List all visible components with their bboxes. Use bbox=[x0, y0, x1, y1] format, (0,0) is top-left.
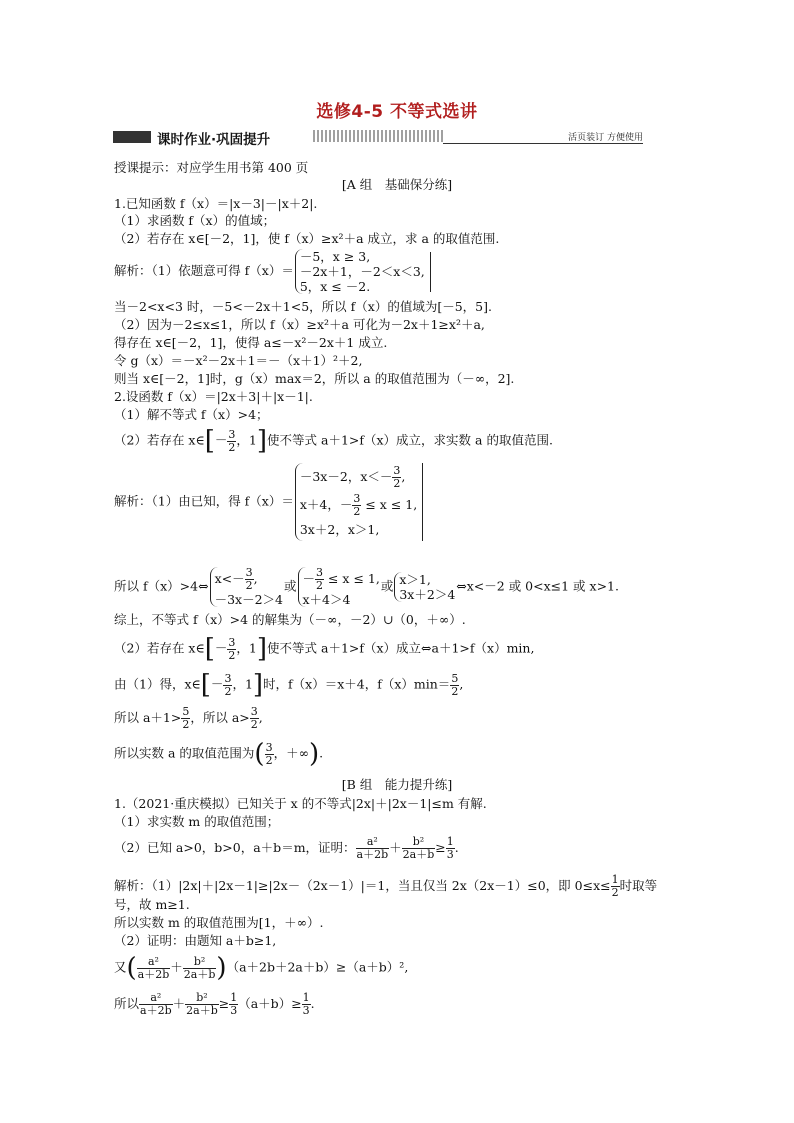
p3-question: 1.（2021·重庆模拟）已知关于 x 的不等式|2x|＋|2x－1|≤m 有解. bbox=[114, 796, 487, 811]
system-a bbox=[210, 567, 283, 607]
p2-l6-a: 所以实数 a 的取值范围为 bbox=[114, 745, 255, 761]
p2-line-6: 所以实数 a 的取值范围为( $\frac{3}{2}$ ，＋∞). bbox=[114, 739, 324, 769]
interval-open: ( bbox=[254, 739, 265, 769]
sys-b-1-text: － bbox=[302, 571, 316, 586]
p2-line-5: 所以 a＋1> $\frac{5}{2}$ ，所以 a> $\frac{3}{2}$ , bbox=[114, 705, 263, 731]
banner-text: 课时作业·巩固提升 bbox=[157, 132, 271, 148]
fraction bbox=[265, 742, 274, 767]
p2-cases bbox=[295, 463, 417, 541]
p1-q2: （2）若存在 x∈[－2，1]，使 f（x）≥x²＋a 成立，求 a 的取值范围. bbox=[114, 231, 500, 246]
p3-line-4: （2）证明：由题知 a＋b≥1, bbox=[114, 933, 277, 948]
banner-rule bbox=[443, 143, 643, 144]
sys-a-1: x<－ $\frac{3}{2}$ , bbox=[214, 566, 258, 592]
p3-l1-end: 时取等 bbox=[619, 878, 658, 893]
frac-num: b² bbox=[185, 992, 219, 1005]
p3-line-3: 所以实数 m 的取值范围为[1，＋∞）. bbox=[114, 915, 324, 930]
frac-num: b² bbox=[183, 956, 217, 969]
frac-num: 3 bbox=[245, 566, 253, 579]
fraction bbox=[139, 992, 173, 1017]
p1-q1: （1）求函数 f（x）的值域； bbox=[114, 213, 276, 228]
p1-line-2: （2）因为－2≤x≤1，所以 f（x）≥x²＋a 可化为－2x＋1≥x²＋a, bbox=[114, 317, 485, 332]
frac-den: 2 bbox=[316, 579, 324, 592]
p1-line-4: 令 g（x）＝－x²－2x＋1＝－（x＋1）²＋2, bbox=[114, 353, 363, 368]
paren-close: ) bbox=[216, 953, 227, 983]
fraction bbox=[185, 992, 219, 1017]
fraction bbox=[137, 956, 171, 981]
frac-den: 3 bbox=[302, 1004, 310, 1017]
fraction bbox=[302, 992, 311, 1017]
frac-num: a² bbox=[139, 992, 173, 1005]
sys-b-1: － $\frac{3}{2}$ ≤ x ≤ 1, bbox=[302, 566, 380, 592]
frac-den: a＋2b bbox=[137, 967, 170, 981]
p2-q2: （2）若存在 x∈[－ $\frac{3}{2}$ ，1]使不等式 a＋1>f（x）成立，求实数 a 的取值范围. bbox=[114, 426, 553, 456]
group-a-label: [A 组 基础保分练] bbox=[341, 177, 453, 192]
page-title: 选修4-5 不等式选讲 bbox=[316, 102, 478, 122]
fraction bbox=[227, 429, 236, 454]
fraction bbox=[450, 673, 459, 698]
frac-den: 2a＋b bbox=[186, 1004, 218, 1017]
fraction bbox=[392, 465, 401, 490]
p3-line-2: 号，故 m≥1. bbox=[114, 897, 190, 912]
frac-num: 1 bbox=[302, 991, 310, 1004]
p3-l6-b: ≥ bbox=[218, 996, 230, 1011]
p1-solution bbox=[114, 249, 431, 294]
frac-den: a＋2b bbox=[356, 848, 389, 861]
paren-open: ( bbox=[126, 953, 137, 983]
frac-den: 2 bbox=[228, 648, 236, 662]
p2-case-1-text: －3x－2，x＜－ bbox=[299, 469, 393, 484]
frac-num: 3 bbox=[228, 635, 236, 649]
p2-case-2: x＋4，－ $\frac{3}{2}$ ≤ x ≤ 1, bbox=[299, 492, 418, 518]
frac-num: 5 bbox=[451, 671, 459, 685]
sys-b-2: x＋4＞4 bbox=[302, 592, 351, 607]
frac-den: 3 bbox=[230, 1004, 238, 1017]
p1-case-1: －5，x ≥ 3, bbox=[299, 249, 371, 264]
interval-open: [ bbox=[204, 634, 215, 664]
p3-q2: （2）已知 a>0，b>0，a＋b＝m，证明： $\frac{\text{a²}}{a+2b}$ ＋ $\frac{\text{b²}}{2a+b}$ ≥ $\frac{1}{3}$ . bbox=[114, 835, 459, 861]
interval-close: ] bbox=[252, 670, 264, 700]
p3-l6-c: （a＋b）≥ bbox=[238, 996, 302, 1011]
p2-l3-a: （2）若存在 x∈ bbox=[114, 640, 205, 656]
frac-den: 2 bbox=[228, 440, 236, 454]
fraction bbox=[227, 637, 236, 662]
frac-den: 2 bbox=[451, 684, 459, 698]
fraction bbox=[223, 673, 232, 698]
p2-l1-a: 所以 f（x）>4⇔ bbox=[114, 578, 209, 594]
frac-num: 3 bbox=[353, 492, 361, 505]
sys-c-2: 3x＋2＞4 bbox=[399, 587, 456, 602]
p2-q2-b: 使不等式 a＋1>f（x）成立，求实数 a 的取值范围. bbox=[267, 432, 553, 448]
fraction bbox=[352, 493, 361, 518]
p3-line-5: 又( $\frac{\text{a²}}{a+2b}$ ＋ $\frac{\text{b²}}{2a+b}$ )（a＋2b＋2a＋b）≥（a＋b）², bbox=[114, 953, 409, 983]
p2-case-3: 3x＋2，x＞1, bbox=[299, 522, 380, 537]
p1-line-3: 得存在 x∈[－2，1]，使得 a≤－x²－2x＋1 成立. bbox=[114, 335, 388, 350]
frac-den: 2 bbox=[353, 505, 361, 518]
frac-num: 3 bbox=[224, 671, 232, 685]
frac-den: 2a＋b bbox=[402, 848, 435, 861]
frac-den: 2 bbox=[265, 753, 273, 767]
p3-q1: （1）求实数 m 的取值范围； bbox=[114, 814, 280, 829]
section-banner bbox=[113, 128, 643, 146]
p1-case-2: －2x＋1，－2＜x＜3, bbox=[299, 264, 425, 279]
frac-num: 3 bbox=[265, 740, 273, 754]
frac-den: 2 bbox=[245, 579, 253, 592]
frac-num: a² bbox=[137, 956, 171, 969]
p2-line-3: （2）若存在 x∈[－ $\frac{3}{2}$ ，1]使不等式 a＋1>f（x）成立⇔a＋1>f（x）min, bbox=[114, 634, 535, 664]
fraction bbox=[183, 956, 217, 981]
frac-num: 1 bbox=[611, 873, 619, 886]
p3-l5-b: （a＋2b＋2a＋b）≥（a＋b）², bbox=[226, 959, 409, 975]
p2-case-2-text: x＋4，－ bbox=[299, 497, 353, 512]
sys-a-1-text: x<－ bbox=[214, 571, 245, 586]
frac-num: 3 bbox=[228, 427, 236, 441]
frac-num: b² bbox=[402, 836, 436, 849]
frac-num: 5 bbox=[182, 705, 190, 718]
fraction bbox=[250, 706, 259, 731]
interval-open: [ bbox=[204, 426, 215, 456]
p2-line-2: 综上，不等式 f（x）>4 的解集为（－∞，－2）∪（0，＋∞）. bbox=[114, 612, 466, 627]
p3-line-6: 所以 $\frac{\text{a²}}{a+2b}$ ＋ $\frac{\text{b²}}{2a+b}$ ≥ $\frac{1}{3}$ （a＋b）≥ $\frac{1}{3}$ . bbox=[114, 991, 315, 1017]
p2-l5-a: 所以 a＋1> bbox=[114, 710, 182, 725]
sys-a-2: －3x－2＞4 bbox=[214, 592, 283, 607]
interval-close: ] bbox=[256, 634, 268, 664]
or-2: 或 bbox=[380, 578, 394, 594]
p2-question: 2.设函数 f（x）＝|2x＋3|＋|x－1|. bbox=[114, 389, 313, 404]
group-b-label: [B 组 能力提升练] bbox=[341, 777, 453, 792]
p1-cases bbox=[295, 249, 425, 294]
fraction bbox=[229, 992, 238, 1017]
frac-num: 3 bbox=[393, 464, 401, 477]
p2-rbrace bbox=[418, 463, 423, 541]
p2-l6-b: ，＋∞ bbox=[273, 745, 309, 761]
fraction bbox=[245, 567, 254, 592]
p3-l1-text: 解析：（1）|2x|＋|2x－1|≥|2x－（2x－1）|＝1，当且仅当 2x（2x－1）≤0，即 0≤x≤ bbox=[114, 878, 611, 893]
frac-num: 3 bbox=[316, 566, 324, 579]
p3-q2-a: （2）已知 a>0，b>0，a＋b＝m，证明： bbox=[114, 840, 356, 855]
frac-den: a＋2b bbox=[140, 1004, 172, 1017]
frac-den: 2 bbox=[182, 718, 190, 731]
fraction bbox=[181, 706, 190, 731]
p2-line-1 bbox=[114, 567, 619, 607]
interval-close: ] bbox=[256, 426, 268, 456]
p2-l4-b: 时，f（x）＝x＋4，f（x）min＝ bbox=[263, 676, 451, 692]
frac-den: 2 bbox=[611, 886, 619, 899]
p2-sol-prefix: 解析：（1）由已知，得 f（x）＝ bbox=[114, 493, 294, 509]
interval-open: [ bbox=[200, 670, 211, 700]
fraction bbox=[611, 874, 620, 899]
or-1: 或 bbox=[283, 578, 297, 594]
banner-block bbox=[113, 131, 151, 143]
frac-num: 1 bbox=[446, 835, 454, 848]
frac-den: 2a＋b bbox=[183, 967, 216, 981]
banner-tag: 活页装订 方便使用 bbox=[568, 133, 643, 143]
sys-c-1: x＞1, bbox=[399, 572, 431, 587]
p1-rbrace bbox=[426, 252, 431, 292]
p2-l3-b: 使不等式 a＋1>f（x）成立⇔a＋1>f（x）min, bbox=[267, 640, 535, 656]
frac-den: 2 bbox=[393, 477, 401, 490]
p2-solution bbox=[114, 463, 423, 541]
p2-l5-b: ，所以 a> bbox=[190, 710, 250, 725]
hint: 授课提示：对应学生用书第 400 页 bbox=[114, 160, 309, 175]
system-c bbox=[394, 572, 455, 602]
p1-question: 1.已知函数 f（x）＝|x－3|－|x＋2|. bbox=[114, 196, 318, 211]
frac-num: a² bbox=[356, 836, 390, 849]
p2-line-4: 由（1）得，x∈[－ $\frac{3}{2}$ ，1]时，f（x）＝x＋4，f（x）min＝ $\frac{5}{2}$ , bbox=[114, 670, 464, 700]
banner-dots bbox=[313, 130, 443, 142]
fraction bbox=[315, 567, 324, 592]
p1-line-1: 当－2<x<3 时，－5<－2x＋1<5，所以 f（x）的值域为[－5，5]. bbox=[114, 299, 492, 314]
p2-case-1: －3x－2，x＜－ $\frac{3}{2}$ , bbox=[299, 464, 406, 490]
p1-sol-prefix: 解析：（1）依题意可得 f（x）＝ bbox=[114, 263, 294, 278]
frac-den: 2 bbox=[250, 718, 258, 731]
p2-q2-a: （2）若存在 x∈ bbox=[114, 432, 205, 448]
p2-l1-end: ⇔x<－2 或 0<x≤1 或 x>1. bbox=[456, 578, 619, 594]
p3-line-1 bbox=[114, 874, 657, 899]
frac-num: 1 bbox=[230, 991, 238, 1004]
p1-case-3: 5，x ≤ －2. bbox=[299, 279, 371, 294]
p1-line-5: 则当 x∈[－2，1]时，g（x）max＝2，所以 a 的取值范围为（－∞，2]. bbox=[114, 371, 515, 386]
frac-den: 3 bbox=[446, 848, 454, 861]
frac-den: 2 bbox=[224, 684, 232, 698]
p2-q1: （1）解不等式 f（x）>4； bbox=[114, 407, 269, 422]
p3-l6-a: 所以 bbox=[114, 996, 140, 1011]
interval-close: ) bbox=[308, 739, 320, 769]
fraction bbox=[446, 836, 455, 861]
system-b bbox=[298, 567, 380, 607]
p3-l5-a: 又 bbox=[114, 959, 127, 975]
fraction bbox=[402, 836, 436, 861]
frac-num: 3 bbox=[250, 705, 258, 718]
p2-l4-a: 由（1）得，x∈ bbox=[114, 676, 201, 692]
fraction bbox=[356, 836, 390, 861]
